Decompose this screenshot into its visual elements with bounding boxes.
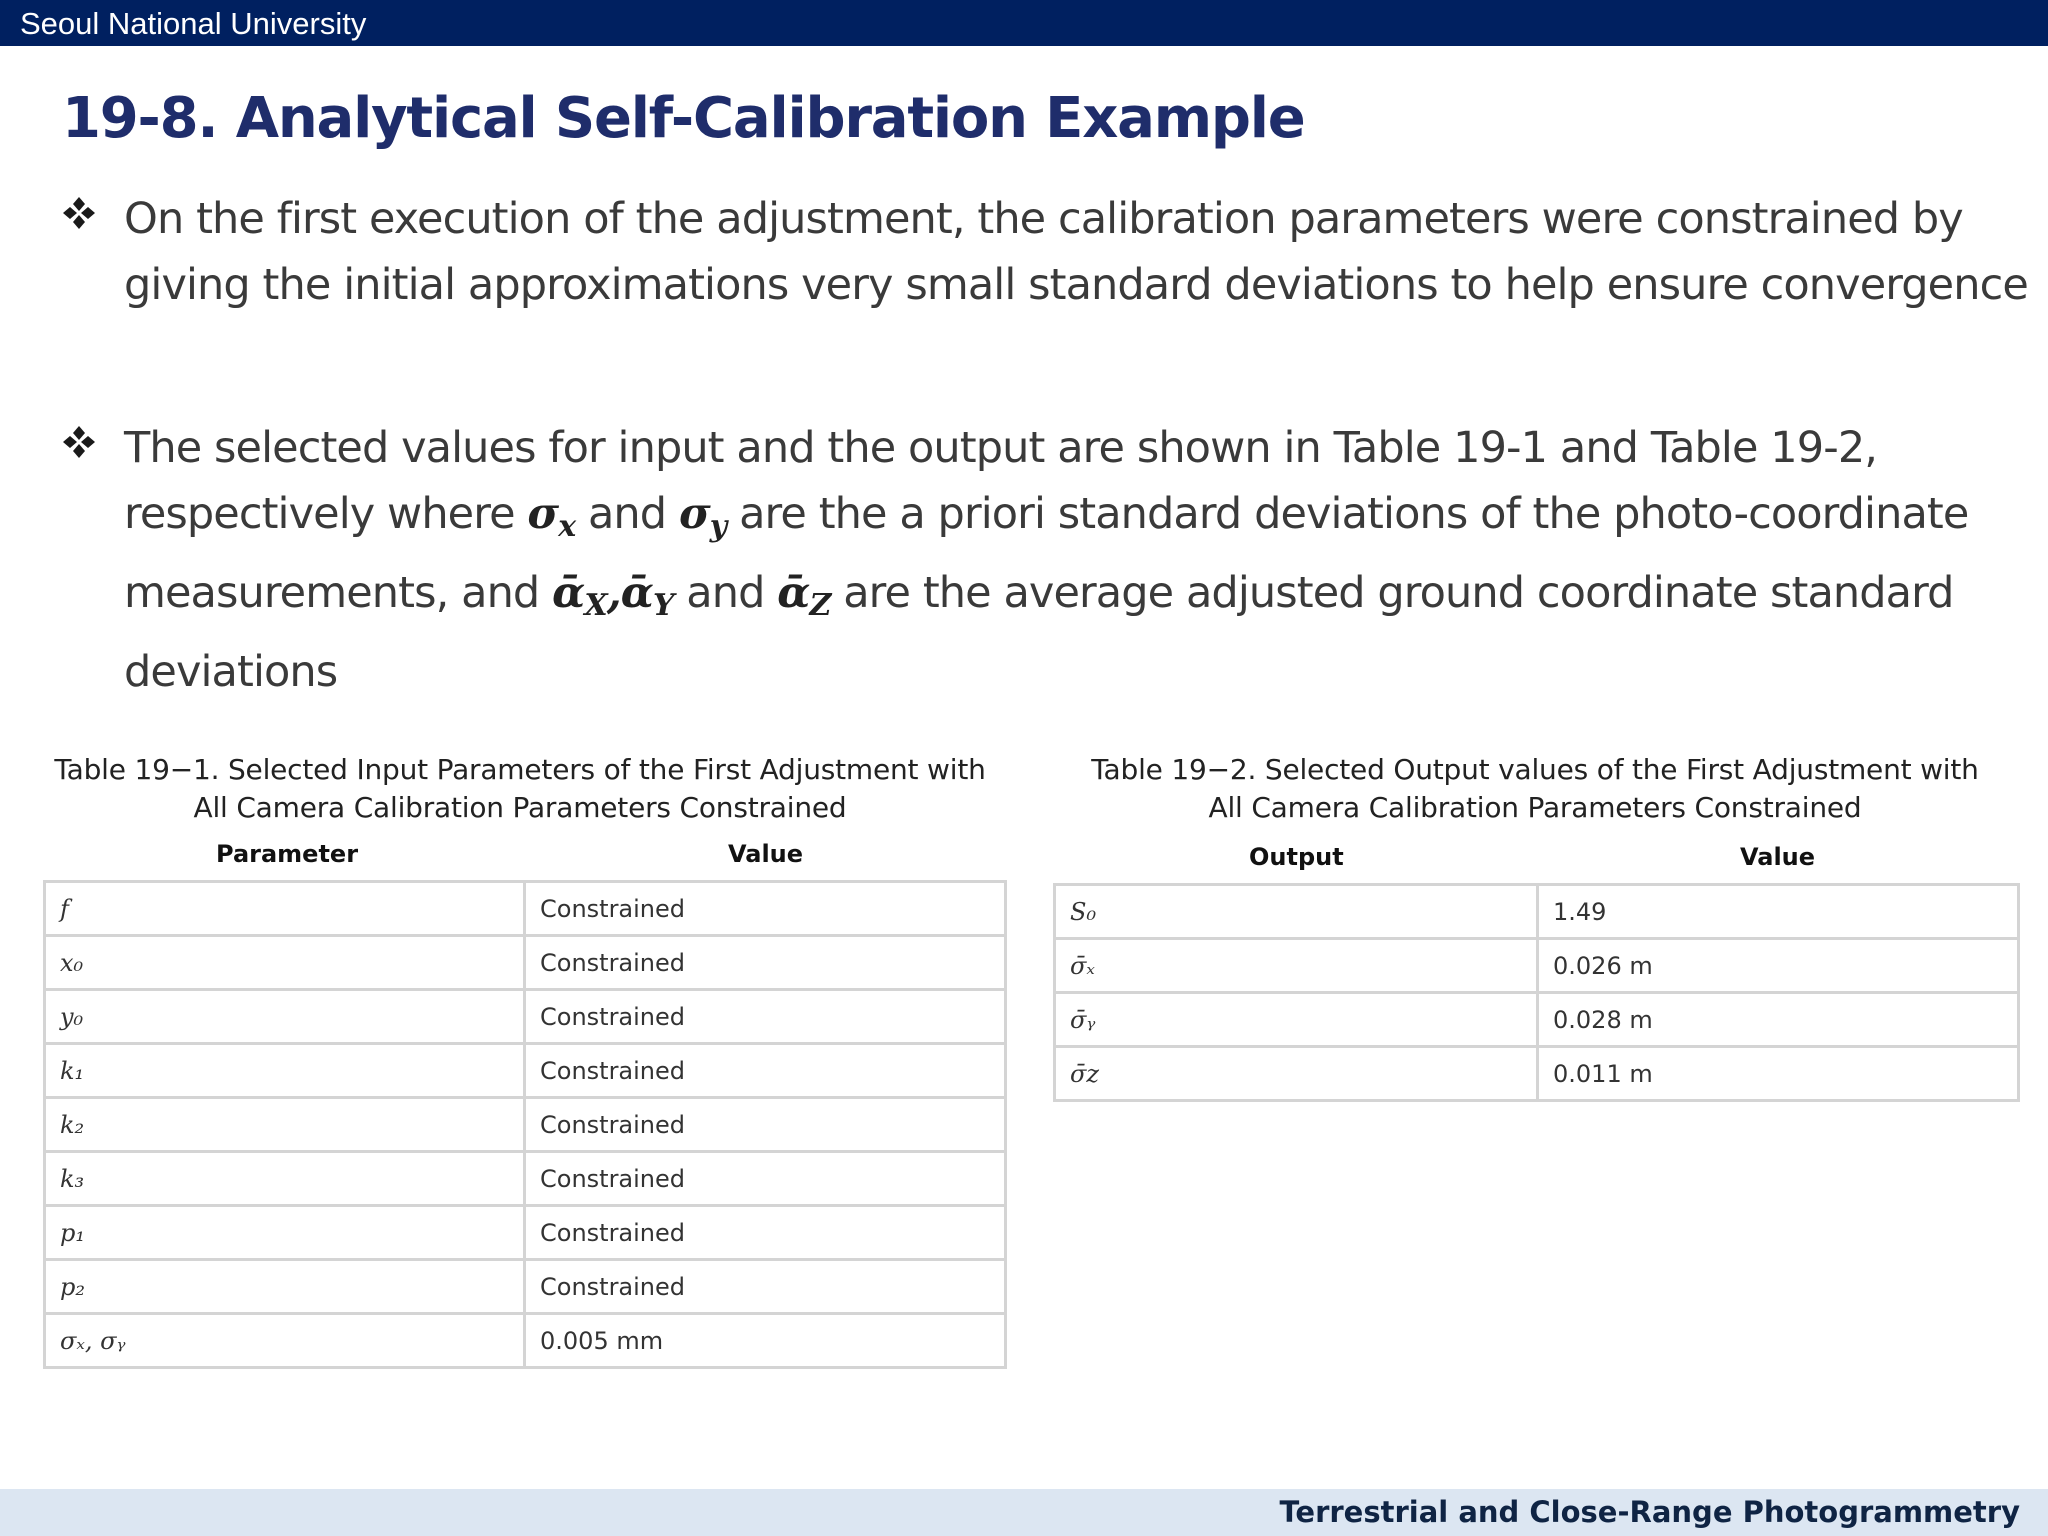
value-cell: 0.028 m	[1538, 993, 2019, 1047]
text-segment: are the a priori standard deviations of the photo-coordinate measurements, and	[124, 489, 1969, 618]
output-cell: σ̄z	[1055, 1047, 1538, 1101]
table-row	[1055, 939, 2019, 993]
institution-name: Seoul National University	[20, 6, 367, 41]
table-row	[45, 1098, 1006, 1152]
symbol-base: σ	[678, 489, 710, 539]
header-bar	[0, 0, 2048, 46]
symbol-base: ᾱ	[620, 568, 653, 618]
text-segment: and	[673, 568, 778, 618]
parameter-cell: σₓ, σᵧ	[45, 1314, 525, 1368]
four-diamond-bullet-icon	[62, 196, 96, 230]
four-diamond-bullet-icon	[62, 425, 96, 459]
parameter-cell: p₁	[45, 1206, 525, 1260]
parameter-cell: x₀	[45, 936, 525, 990]
bullet-text	[124, 415, 2044, 705]
alpha-y-symbol	[620, 568, 674, 623]
value-cell: Constrained	[525, 1098, 1006, 1152]
symbol-base: σ	[527, 489, 559, 539]
table1-header-parameter: Parameter	[216, 840, 359, 868]
value-cell: 0.011 m	[1538, 1047, 2019, 1101]
table-row	[45, 1044, 1006, 1098]
parameter-cell: k₁	[45, 1044, 525, 1098]
table2-output-values	[1053, 883, 2020, 1102]
text-segment: The selected values for input and the output are shown in Table 19-1 and Table 19-2, respectively where	[124, 423, 1878, 539]
value-cell: Constrained	[525, 1260, 1006, 1314]
parameter-cell: y₀	[45, 990, 525, 1044]
table2-caption: Table 19−2. Selected Output values of the First Adjustment with All Camera Calibration Parameters Constrained	[1091, 753, 1979, 824]
table-row	[45, 990, 1006, 1044]
course-name: Terrestrial and Close-Range Photogrammetry	[1279, 1495, 2020, 1529]
table-row	[1055, 885, 2019, 939]
value-cell: Constrained	[525, 990, 1006, 1044]
bullet-text: On the first execution of the adjustment, the calibration parameters were constrained by giving the initial approximations very small standard deviations to help ensure convergence	[124, 194, 2028, 310]
table-row	[45, 1206, 1006, 1260]
alpha-x-symbol	[552, 568, 607, 623]
symbol-subscript: y	[709, 509, 727, 544]
value-cell: Constrained	[525, 1206, 1006, 1260]
table-row	[1055, 993, 2019, 1047]
parameter-cell: k₂	[45, 1098, 525, 1152]
table-row	[1055, 1047, 2019, 1101]
symbol-base: ᾱ	[777, 568, 810, 618]
value-cell: Constrained	[525, 1152, 1006, 1206]
table-row	[45, 1152, 1006, 1206]
symbol-subscript: Z	[809, 588, 831, 623]
value-cell: 0.026 m	[1538, 939, 2019, 993]
output-cell: S₀	[1055, 885, 1538, 939]
parameter-cell: p₂	[45, 1260, 525, 1314]
symbol-base: ᾱ	[552, 568, 585, 618]
symbol-subscript: x	[558, 509, 576, 544]
symbol-subscript: Y	[652, 588, 674, 623]
table2-header-value: Value	[1740, 843, 1816, 871]
footer-bar	[0, 1489, 2048, 1536]
parameter-cell: k₃	[45, 1152, 525, 1206]
value-cell: Constrained	[525, 882, 1006, 936]
alpha-z-symbol	[777, 568, 831, 623]
value-cell: 0.005 mm	[525, 1314, 1006, 1368]
parameter-cell: f	[45, 882, 525, 936]
symbol-subscript: X	[584, 588, 607, 623]
sigma-y-symbol	[678, 489, 727, 544]
text-segment: are the average adjusted ground coordinate standard deviations	[124, 568, 1954, 697]
value-cell: 1.49	[1538, 885, 2019, 939]
output-cell: σ̄ᵧ	[1055, 993, 1538, 1047]
slide-title: 19-8. Analytical Self-Calibration Example	[62, 86, 1305, 151]
output-cell: σ̄ₓ	[1055, 939, 1538, 993]
table2-header-output: Output	[1249, 843, 1344, 871]
symbol-comma: ,	[606, 568, 621, 618]
table1-header-value: Value	[728, 840, 804, 868]
table-row	[45, 936, 1006, 990]
table-row	[45, 1314, 1006, 1368]
table-row	[45, 882, 1006, 936]
table-row	[45, 1260, 1006, 1314]
value-cell: Constrained	[525, 1044, 1006, 1098]
text-segment: and	[575, 489, 679, 539]
table1-input-parameters	[43, 880, 1007, 1369]
table1-caption: Table 19−1. Selected Input Parameters of the First Adjustment with All Camera Calibration Parameters Constrained	[54, 753, 986, 824]
sigma-x-symbol	[527, 489, 576, 544]
value-cell: Constrained	[525, 936, 1006, 990]
